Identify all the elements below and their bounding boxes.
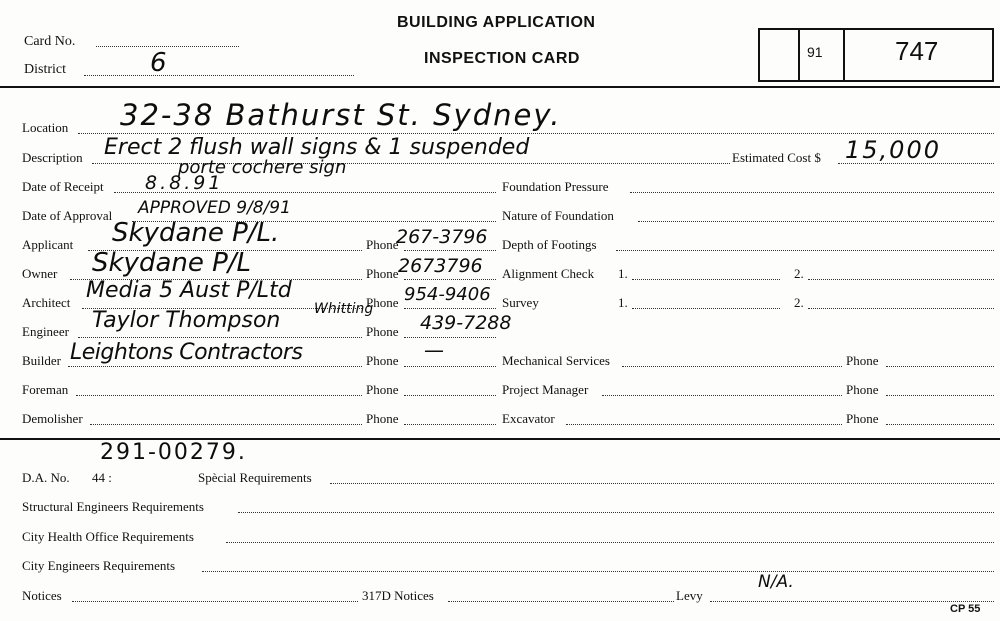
pm-phone-line [886, 395, 994, 396]
architect-phone-value: 954-9406 [404, 284, 491, 305]
survey-2: 2. [794, 295, 804, 310]
description-label: Description [22, 150, 83, 165]
foreman-line [76, 395, 362, 396]
location-line [78, 133, 994, 134]
da-number-value: 291-00279. [100, 440, 247, 465]
date-receipt-value: 8.8.91 [145, 172, 224, 194]
location-value: 32-38 Bathurst St. Sydney. [120, 98, 562, 132]
box-divider-1 [798, 28, 800, 80]
engineer-phone-value: 439-7288 [420, 312, 512, 334]
demolisher-phone-label: Phone [366, 411, 399, 426]
special-label: Spècial Requirements [198, 470, 312, 485]
mech-phone-label: Phone [846, 353, 879, 368]
mech-label: Mechanical Services [502, 353, 610, 368]
demolisher-phone-line [404, 424, 496, 425]
owner-phone-value: 2673796 [398, 255, 483, 277]
estimated-cost-value: 15,000 [845, 136, 941, 164]
applicant-label: Applicant [22, 237, 74, 252]
structural-label: Structural Engineers Requirements [22, 499, 204, 514]
form-code: CP 55 [950, 603, 981, 615]
depth-footings-line [616, 250, 994, 251]
foundation-pressure-label: Foundation Pressure [502, 179, 609, 194]
alignment-1-line [632, 279, 780, 280]
district-value: 6 [150, 48, 167, 78]
box-divider-2 [843, 28, 845, 80]
location-label: Location [22, 120, 69, 135]
foundation-pressure-line [630, 192, 994, 193]
health-label: City Health Office Requirements [22, 529, 194, 544]
owner-phone-label: Phone [366, 266, 399, 281]
card-no-label: Card No. [24, 34, 76, 49]
engineer-phone-line [404, 337, 496, 338]
description-value-2: porte cochere sign [178, 157, 347, 178]
architect-label: Architect [22, 295, 71, 310]
owner-label: Owner [22, 266, 58, 281]
box-year: 91 [807, 44, 823, 60]
header-rule [0, 86, 1000, 88]
alignment-2: 2. [794, 266, 804, 281]
excavator-phone-line [886, 424, 994, 425]
architect-phone-label: Phone [366, 295, 399, 310]
district-line [84, 75, 354, 76]
estimated-cost-label: Estimated Cost $ [732, 150, 821, 165]
alignment-1: 1. [618, 266, 628, 281]
demolisher-label: Demolisher [22, 411, 83, 426]
applicant-phone-line [404, 250, 496, 251]
box-number: 747 [895, 36, 939, 66]
pm-label: Project Manager [502, 382, 589, 397]
da-label: D.A. No. [22, 470, 70, 485]
survey-1-line [632, 308, 780, 309]
architect-value: Media 5 Aust P/Ltd [86, 278, 292, 303]
foreman-label: Foreman [22, 382, 69, 397]
alignment-label: Alignment Check [502, 266, 595, 281]
architect-phone-line [404, 308, 496, 309]
excavator-label: Excavator [502, 411, 555, 426]
date-receipt-label: Date of Receipt [22, 179, 104, 194]
excavator-phone-label: Phone [846, 411, 879, 426]
survey-label: Survey [502, 295, 539, 310]
da-prefix: 44 : [92, 470, 112, 485]
alignment-2-line [808, 279, 994, 280]
notices-317d-line [448, 601, 674, 602]
builder-phone-value: — [424, 338, 444, 362]
city-eng-label: City Engineers Requirements [22, 558, 176, 573]
owner-phone-line [404, 279, 496, 280]
foreman-phone-label: Phone [366, 382, 399, 397]
applicant-phone-value: 267-3796 [396, 226, 488, 248]
city-eng-line [202, 571, 994, 572]
nature-foundation-line [638, 221, 994, 222]
card-number-box [758, 28, 994, 82]
levy-line [710, 601, 994, 602]
survey-2-line [808, 308, 994, 309]
date-approval-label: Date of Approval [22, 208, 113, 223]
engineer-value-extra: Whitting [314, 301, 374, 317]
excavator-line [566, 424, 842, 425]
notices-line [72, 601, 358, 602]
builder-line [68, 366, 362, 367]
date-approval-value: APPROVED 9/8/91 [138, 198, 291, 218]
engineer-label: Engineer [22, 324, 69, 339]
foreman-phone-line [404, 395, 496, 396]
owner-value: Skydane P/L [92, 248, 252, 278]
builder-label: Builder [22, 353, 61, 368]
card-no-line [96, 46, 239, 47]
structural-line [238, 512, 994, 513]
survey-1: 1. [618, 295, 628, 310]
applicant-phone-label: Phone [366, 237, 399, 252]
levy-value: N/A. [758, 572, 794, 592]
title-line-1: BUILDING APPLICATION [397, 14, 596, 31]
engineer-value: Taylor Thompson [92, 308, 281, 333]
builder-value: Leightons Contractors [70, 340, 303, 365]
district-label: District [24, 62, 66, 77]
builder-phone-line [404, 366, 496, 367]
special-line [330, 483, 994, 484]
pm-line [602, 395, 842, 396]
pm-phone-label: Phone [846, 382, 879, 397]
levy-label: Levy [676, 588, 703, 603]
demolisher-line [90, 424, 362, 425]
mech-line [622, 366, 842, 367]
engineer-phone-label: Phone [366, 324, 399, 339]
title-line-2: INSPECTION CARD [424, 50, 580, 67]
applicant-value: Skydane P/L. [112, 218, 280, 248]
health-line [226, 542, 994, 543]
notices-label: Notices [22, 588, 62, 603]
depth-footings-label: Depth of Footings [502, 237, 597, 252]
engineer-line [78, 337, 362, 338]
notices-317d-label: 317D Notices [362, 588, 434, 603]
builder-phone-label: Phone [366, 353, 399, 368]
mech-phone-line [886, 366, 994, 367]
description-value-1: Erect 2 flush wall signs & 1 suspended [104, 135, 530, 160]
nature-foundation-label: Nature of Foundation [502, 208, 614, 223]
